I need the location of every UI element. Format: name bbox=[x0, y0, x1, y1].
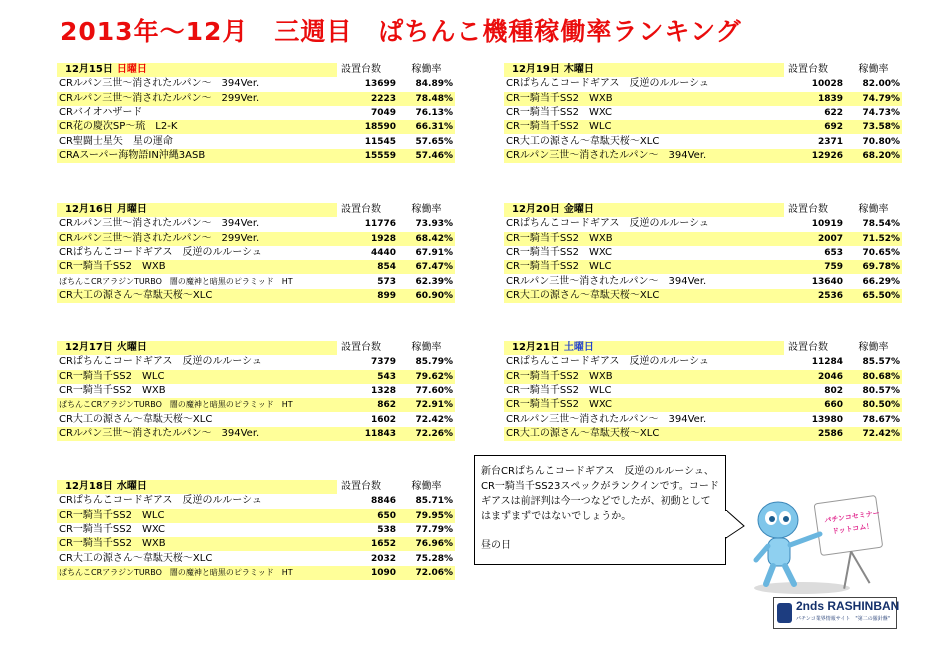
units-value: 11843 bbox=[337, 427, 398, 441]
table-header-row bbox=[57, 480, 455, 494]
units-value: 4440 bbox=[337, 246, 398, 260]
weekday-label: 金曜日 bbox=[563, 204, 594, 216]
column-header-units: 設置台数 bbox=[337, 480, 398, 494]
date-label: 12月21日 bbox=[512, 342, 560, 354]
units-value: 2032 bbox=[337, 551, 398, 565]
column-header-rate: 稼働率 bbox=[398, 480, 455, 494]
units-value: 1602 bbox=[337, 412, 398, 426]
table-row bbox=[57, 412, 455, 426]
machine-name: CR一騎当千SS2 WXB bbox=[57, 384, 337, 398]
column-header-rate: 稼働率 bbox=[845, 63, 902, 77]
rate-value: 70.65% bbox=[845, 246, 902, 260]
rate-value: 82.00% bbox=[845, 77, 902, 91]
machine-name: CRルパン三世～消されたルパン～ 299Ver. bbox=[57, 232, 337, 246]
units-value: 11776 bbox=[337, 217, 398, 231]
table-row bbox=[504, 260, 902, 274]
units-value: 759 bbox=[784, 260, 845, 274]
weekday-label: 木曜日 bbox=[563, 64, 594, 76]
machine-name: ぱちんこCRアラジンTURBO 闇の魔神と暗黒のピラミッド HT bbox=[57, 274, 337, 288]
table-row bbox=[57, 246, 455, 260]
column-header-units: 設置台数 bbox=[784, 341, 845, 355]
machine-name: CR一騎当千SS2 WXB bbox=[57, 260, 337, 274]
table-row bbox=[57, 149, 455, 163]
column-header-units: 設置台数 bbox=[784, 203, 845, 217]
table-row bbox=[504, 384, 902, 398]
comment-box bbox=[474, 455, 726, 565]
rate-value: 72.06% bbox=[398, 566, 455, 580]
units-value: 1928 bbox=[337, 232, 398, 246]
weekday-label: 日曜日 bbox=[116, 64, 147, 76]
table-row bbox=[57, 523, 455, 537]
table-row bbox=[57, 370, 455, 384]
units-value: 1652 bbox=[337, 537, 398, 551]
rate-value: 72.91% bbox=[398, 398, 455, 412]
machine-name: CRルパン三世～消されたルパン～ 394Ver. bbox=[504, 412, 784, 426]
rate-value: 85.57% bbox=[845, 355, 902, 369]
units-value: 2046 bbox=[784, 370, 845, 384]
table-row bbox=[504, 398, 902, 412]
units-value: 15559 bbox=[337, 149, 398, 163]
date-label: 12月20日 bbox=[512, 204, 560, 216]
table-row bbox=[57, 106, 455, 120]
rate-value: 70.80% bbox=[845, 134, 902, 148]
rate-value: 66.29% bbox=[845, 274, 902, 288]
rate-value: 85.79% bbox=[398, 355, 455, 369]
table-row bbox=[504, 232, 902, 246]
units-value: 13980 bbox=[784, 412, 845, 426]
machine-name: ぱちんこCRアラジンTURBO 闇の魔神と暗黒のピラミッド HT bbox=[57, 566, 337, 580]
comment-cut-line: 昼の日 bbox=[481, 540, 511, 551]
rate-value: 69.78% bbox=[845, 260, 902, 274]
units-value: 543 bbox=[337, 370, 398, 384]
rate-value: 67.47% bbox=[398, 260, 455, 274]
table-row bbox=[57, 232, 455, 246]
table-row bbox=[504, 92, 902, 106]
column-header-units: 設置台数 bbox=[784, 63, 845, 77]
weekday-label: 火曜日 bbox=[116, 342, 147, 354]
machine-name: CRぱちんこコードギアス 反逆のルルーシュ bbox=[57, 246, 337, 260]
units-value: 11284 bbox=[784, 355, 845, 369]
machine-name: CRぱちんこコードギアス 反逆のルルーシュ bbox=[57, 355, 337, 369]
rate-value: 72.42% bbox=[398, 412, 455, 426]
table-row bbox=[504, 120, 902, 134]
table-header-row bbox=[504, 63, 902, 77]
units-value: 622 bbox=[784, 106, 845, 120]
machine-name: CR一騎当千SS2 WXB bbox=[57, 537, 337, 551]
day-label bbox=[504, 341, 784, 355]
machine-name: CRルパン三世～消されたルパン～ 394Ver. bbox=[57, 77, 337, 91]
day-label bbox=[504, 63, 784, 77]
logo-main-text: 2nds RASHINBAN bbox=[796, 599, 900, 613]
machine-name: CR一騎当千SS2 WXB bbox=[504, 232, 784, 246]
units-value: 13640 bbox=[784, 274, 845, 288]
rate-value: 76.13% bbox=[398, 106, 455, 120]
column-header-units: 設置台数 bbox=[337, 63, 398, 77]
units-value: 802 bbox=[784, 384, 845, 398]
rate-value: 80.50% bbox=[845, 398, 902, 412]
machine-name: CR一騎当千SS2 WXC bbox=[504, 398, 784, 412]
rate-value: 57.46% bbox=[398, 149, 455, 163]
machine-name: CRぱちんこコードギアス 反逆のルルーシュ bbox=[504, 217, 784, 231]
table-row bbox=[57, 217, 455, 231]
rate-value: 74.73% bbox=[845, 106, 902, 120]
machine-name: CR大工の源さん～韋駄天桜～XLC bbox=[504, 134, 784, 148]
units-value: 10028 bbox=[784, 77, 845, 91]
units-value: 13699 bbox=[337, 77, 398, 91]
units-value: 862 bbox=[337, 398, 398, 412]
machine-name: CR花の慶次SP～琉 L2-K bbox=[57, 120, 337, 134]
table-header-row bbox=[57, 203, 455, 217]
comment-text: 新台CRぱちんこコードギアス 反逆のルルーシュ、CR一騎当千SS23スペックがランクインです。コードギアスは前評判は今一つなどでしたが、初動としてはまずまずではないでしょうか。 bbox=[481, 466, 719, 522]
table-row bbox=[504, 289, 902, 303]
column-header-units: 設置台数 bbox=[337, 341, 398, 355]
machine-name: CR一騎当千SS2 WLC bbox=[504, 260, 784, 274]
column-header-rate: 稼働率 bbox=[845, 203, 902, 217]
table-header-row bbox=[57, 63, 455, 77]
column-header-rate: 稼働率 bbox=[398, 341, 455, 355]
rate-value: 67.91% bbox=[398, 246, 455, 260]
table-header-row bbox=[504, 341, 902, 355]
units-value: 7379 bbox=[337, 355, 398, 369]
date-label: 12月19日 bbox=[512, 64, 560, 76]
column-header-rate: 稼働率 bbox=[398, 203, 455, 217]
units-value: 1328 bbox=[337, 384, 398, 398]
units-value: 12926 bbox=[784, 149, 845, 163]
table-row bbox=[504, 149, 902, 163]
rate-value: 68.20% bbox=[845, 149, 902, 163]
machine-name: CRルパン三世～消されたルパン～ 394Ver. bbox=[504, 274, 784, 288]
units-value: 8846 bbox=[337, 494, 398, 508]
units-value: 660 bbox=[784, 398, 845, 412]
units-value: 692 bbox=[784, 120, 845, 134]
units-value: 7049 bbox=[337, 106, 398, 120]
date-label: 12月16日 bbox=[65, 204, 113, 216]
machine-name: CR聖闘士星矢 星の運命 bbox=[57, 134, 337, 148]
rate-value: 72.26% bbox=[398, 427, 455, 441]
weekday-label: 水曜日 bbox=[116, 481, 147, 493]
units-value: 11545 bbox=[337, 134, 398, 148]
table-row bbox=[57, 274, 455, 288]
machine-name: CR一騎当千SS2 WXC bbox=[504, 246, 784, 260]
table-row bbox=[57, 509, 455, 523]
table-row bbox=[504, 274, 902, 288]
table-row bbox=[504, 370, 902, 384]
rate-value: 77.60% bbox=[398, 384, 455, 398]
rate-value: 75.28% bbox=[398, 551, 455, 565]
units-value: 2586 bbox=[784, 427, 845, 441]
rate-value: 74.79% bbox=[845, 92, 902, 106]
table-row bbox=[504, 412, 902, 426]
date-label: 12月17日 bbox=[65, 342, 113, 354]
units-value: 573 bbox=[337, 274, 398, 288]
machine-name: CR大工の源さん～韋駄天桜～XLC bbox=[57, 412, 337, 426]
day-label bbox=[57, 203, 337, 217]
machine-name: CR一騎当千SS2 WLC bbox=[504, 384, 784, 398]
mascot-sign-line1: パチンコセミナー bbox=[823, 509, 881, 525]
machine-name: CR一騎当千SS2 WLC bbox=[57, 509, 337, 523]
rate-value: 62.39% bbox=[398, 274, 455, 288]
weekday-label: 土曜日 bbox=[563, 342, 594, 354]
units-value: 2007 bbox=[784, 232, 845, 246]
rate-value: 73.93% bbox=[398, 217, 455, 231]
units-value: 899 bbox=[337, 289, 398, 303]
rate-value: 77.79% bbox=[398, 523, 455, 537]
machine-name: CRルパン三世～消されたルパン～ 394Ver. bbox=[504, 149, 784, 163]
page-title: 2013年～12月 三週目 ぱちんこ機種稼働率ランキング bbox=[60, 17, 742, 46]
rate-value: 68.42% bbox=[398, 232, 455, 246]
units-value: 2371 bbox=[784, 134, 845, 148]
machine-name: CRぱちんこコードギアス 反逆のルルーシュ bbox=[504, 77, 784, 91]
rate-value: 84.89% bbox=[398, 77, 455, 91]
units-value: 1839 bbox=[784, 92, 845, 106]
rate-value: 71.52% bbox=[845, 232, 902, 246]
machine-name: CR大工の源さん～韋駄天桜～XLC bbox=[57, 551, 337, 565]
rate-value: 78.67% bbox=[845, 412, 902, 426]
rate-value: 78.48% bbox=[398, 92, 455, 106]
rate-value: 78.54% bbox=[845, 217, 902, 231]
rate-value: 85.71% bbox=[398, 494, 455, 508]
table-row bbox=[57, 398, 455, 412]
table-row bbox=[57, 566, 455, 580]
mascot-sign-line2: ドットコム！ bbox=[831, 522, 874, 536]
table-row bbox=[57, 384, 455, 398]
day-label bbox=[57, 63, 337, 77]
logo-sub-text: パチンコ業界情報サイト "第二の羅針盤" bbox=[796, 616, 891, 622]
table-row bbox=[57, 134, 455, 148]
table-row bbox=[57, 355, 455, 369]
table-row bbox=[57, 260, 455, 274]
column-header-units: 設置台数 bbox=[337, 203, 398, 217]
day-table bbox=[504, 341, 902, 441]
machine-name: CR一騎当千SS2 WLC bbox=[504, 120, 784, 134]
units-value: 854 bbox=[337, 260, 398, 274]
table-row bbox=[504, 134, 902, 148]
units-value: 538 bbox=[337, 523, 398, 537]
column-header-rate: 稼働率 bbox=[845, 341, 902, 355]
machine-name: CR一騎当千SS2 WXC bbox=[504, 106, 784, 120]
machine-name: CRルパン三世～消されたルパン～ 394Ver. bbox=[57, 427, 337, 441]
day-label bbox=[57, 341, 337, 355]
units-value: 653 bbox=[784, 246, 845, 260]
table-row bbox=[57, 120, 455, 134]
table-row bbox=[504, 246, 902, 260]
table-row bbox=[504, 427, 902, 441]
table-row bbox=[57, 551, 455, 565]
machine-name: CRぱちんこコードギアス 反逆のルルーシュ bbox=[57, 494, 337, 508]
rate-value: 73.58% bbox=[845, 120, 902, 134]
units-value: 18590 bbox=[337, 120, 398, 134]
table-row bbox=[57, 537, 455, 551]
table-row bbox=[504, 355, 902, 369]
table-row bbox=[504, 77, 902, 91]
rate-value: 57.65% bbox=[398, 134, 455, 148]
day-label bbox=[57, 480, 337, 494]
robot-mascot-icon bbox=[740, 490, 890, 595]
machine-name: CR大工の源さん～韋駄天桜～XLC bbox=[504, 427, 784, 441]
units-value: 10919 bbox=[784, 217, 845, 231]
rate-value: 79.95% bbox=[398, 509, 455, 523]
machine-name: ぱちんこCRアラジンTURBO 闇の魔神と暗黒のピラミッド HT bbox=[57, 398, 337, 412]
day-table bbox=[57, 203, 455, 303]
units-value: 1090 bbox=[337, 566, 398, 580]
machine-name: CR大工の源さん～韋駄天桜～XLC bbox=[57, 289, 337, 303]
weekday-label: 月曜日 bbox=[116, 204, 147, 216]
machine-name: CRAスーパー海物語IN沖縄3ASB bbox=[57, 149, 337, 163]
day-table bbox=[57, 63, 455, 163]
compass-logo-icon bbox=[777, 603, 792, 623]
machine-name: CRバイオハザード bbox=[57, 106, 337, 120]
machine-name: CR一騎当千SS2 WXB bbox=[504, 92, 784, 106]
units-value: 2536 bbox=[784, 289, 845, 303]
rate-value: 80.57% bbox=[845, 384, 902, 398]
day-label bbox=[504, 203, 784, 217]
rate-value: 79.62% bbox=[398, 370, 455, 384]
table-row bbox=[57, 494, 455, 508]
table-row bbox=[57, 289, 455, 303]
machine-name: CR一騎当千SS2 WXC bbox=[57, 523, 337, 537]
machine-name: CRルパン三世～消されたルパン～ 394Ver. bbox=[57, 217, 337, 231]
machine-name: CR一騎当千SS2 WLC bbox=[57, 370, 337, 384]
rate-value: 66.31% bbox=[398, 120, 455, 134]
day-table bbox=[504, 203, 902, 303]
date-label: 12月18日 bbox=[65, 481, 113, 493]
table-row bbox=[504, 217, 902, 231]
day-table bbox=[57, 341, 455, 441]
day-table bbox=[504, 63, 902, 163]
day-table bbox=[57, 480, 455, 580]
table-row bbox=[57, 77, 455, 91]
table-row bbox=[57, 427, 455, 441]
table-header-row bbox=[504, 203, 902, 217]
rashinban-logo bbox=[773, 597, 900, 629]
machine-name: CRルパン三世～消されたルパン～ 299Ver. bbox=[57, 92, 337, 106]
rate-value: 76.96% bbox=[398, 537, 455, 551]
units-value: 650 bbox=[337, 509, 398, 523]
machine-name: CR一騎当千SS2 WXB bbox=[504, 370, 784, 384]
table-header-row bbox=[57, 341, 455, 355]
units-value: 2223 bbox=[337, 92, 398, 106]
machine-name: CRぱちんこコードギアス 反逆のルルーシュ bbox=[504, 355, 784, 369]
rate-value: 80.68% bbox=[845, 370, 902, 384]
rate-value: 65.50% bbox=[845, 289, 902, 303]
rate-value: 72.42% bbox=[845, 427, 902, 441]
rate-value: 60.90% bbox=[398, 289, 455, 303]
machine-name: CR大工の源さん～韋駄天桜～XLC bbox=[504, 289, 784, 303]
table-row bbox=[57, 92, 455, 106]
table-row bbox=[504, 106, 902, 120]
date-label: 12月15日 bbox=[65, 64, 113, 76]
column-header-rate: 稼働率 bbox=[398, 63, 455, 77]
